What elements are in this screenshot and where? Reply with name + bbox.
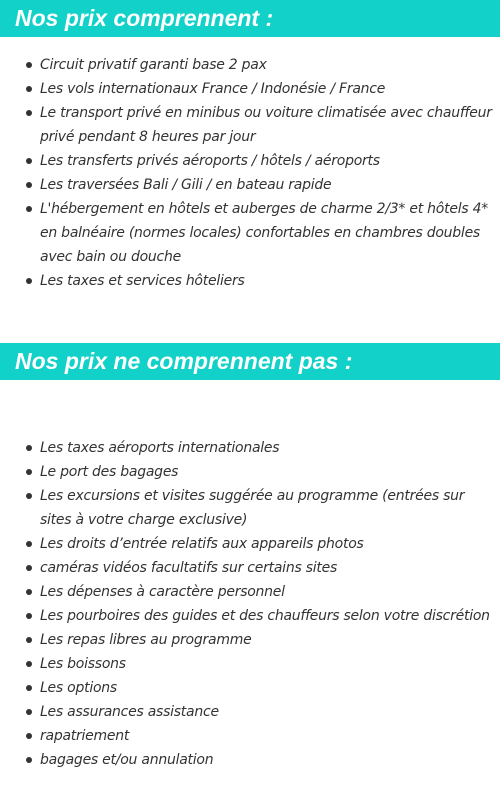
excluded-list: [0, 436, 500, 772]
list-item: Les dépenses à caractère personnel: [0, 580, 500, 604]
list-item: Les boissons: [0, 652, 500, 676]
list-item: Le transport privé en minibus ou voiture climatisée avec chauffeur privé pendant 8 heures par jour: [0, 101, 500, 149]
list-item: Les excursions et visites suggérée au programme (entrées sur sites à votre charge exclusive): [0, 484, 500, 532]
list-item: Les taxes aéroports internationales: [0, 436, 500, 460]
list-item: Les options: [0, 676, 500, 700]
included-list: [0, 53, 500, 293]
list-item: L'hébergement en hôtels et auberges de charme 2/3* et hôtels 4* en balnéaire (normes locales) confortables en chambres doubles avec bain ou douche: [0, 197, 500, 269]
list-item: Les droits d’entrée relatifs aux appareils photos: [0, 532, 500, 556]
excluded-section-heading: Nos prix ne comprennent pas :: [0, 343, 500, 380]
list-item: Les assurances assistance: [0, 700, 500, 724]
list-item: Le port des bagages: [0, 460, 500, 484]
list-item: rapatriement: [0, 724, 500, 748]
list-item: Circuit privatif garanti base 2 pax: [0, 53, 500, 77]
list-item: Les pourboires des guides et des chauffeurs selon votre discrétion: [0, 604, 500, 628]
included-section-heading: Nos prix comprennent :: [0, 0, 500, 37]
list-item: caméras vidéos facultatifs sur certains sites: [0, 556, 500, 580]
list-item: Les vols internationaux France / Indonésie / France: [0, 77, 500, 101]
list-item: bagages et/ou annulation: [0, 748, 500, 772]
list-item: Les transferts privés aéroports / hôtels / aéroports: [0, 149, 500, 173]
list-item: Les repas libres au programme: [0, 628, 500, 652]
list-item: Les traversées Bali / Gili / en bateau rapide: [0, 173, 500, 197]
list-item: Les taxes et services hôteliers: [0, 269, 500, 293]
